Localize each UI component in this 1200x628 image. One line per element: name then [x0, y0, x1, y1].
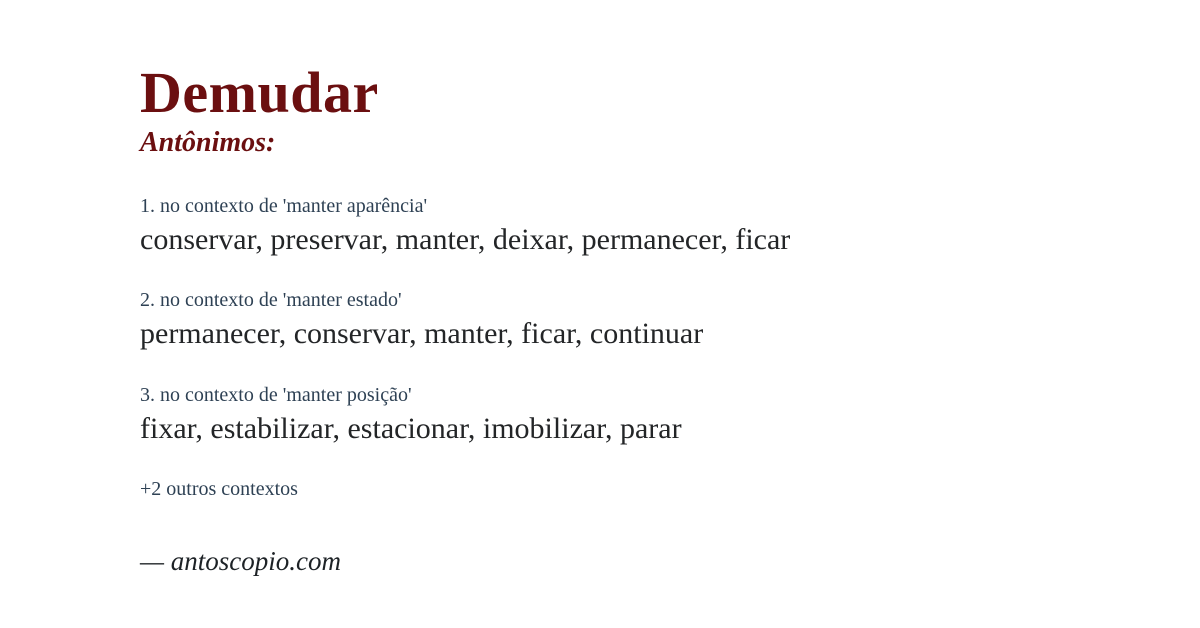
antonym-list-3: fixar, estabilizar, estacionar, imobilizar, parar [140, 411, 682, 445]
context-label-3: 3. no contexto de 'manter posição' [140, 383, 412, 406]
antonym-section-1 [140, 193, 1100, 259]
context-label-2: 2. no contexto de 'manter estado' [140, 289, 402, 312]
antonym-sections [140, 193, 1100, 448]
more-contexts-link[interactable]: +2 outros contextos [140, 478, 298, 501]
antonym-list-1: conservar, preservar, manter, deixar, permanecer, ficar [140, 222, 791, 256]
site-attribution: — antoscopio.com [140, 546, 341, 577]
context-label-1: 1. no contexto de 'manter aparência' [140, 194, 428, 217]
antonym-section-3 [140, 382, 1100, 448]
word-title: Demudar [140, 60, 379, 125]
antonym-list-2: permanecer, conservar, manter, ficar, continuar [140, 317, 704, 351]
antonym-section-2 [140, 287, 1100, 353]
antonyms-subtitle: Antônimos: [140, 127, 276, 158]
